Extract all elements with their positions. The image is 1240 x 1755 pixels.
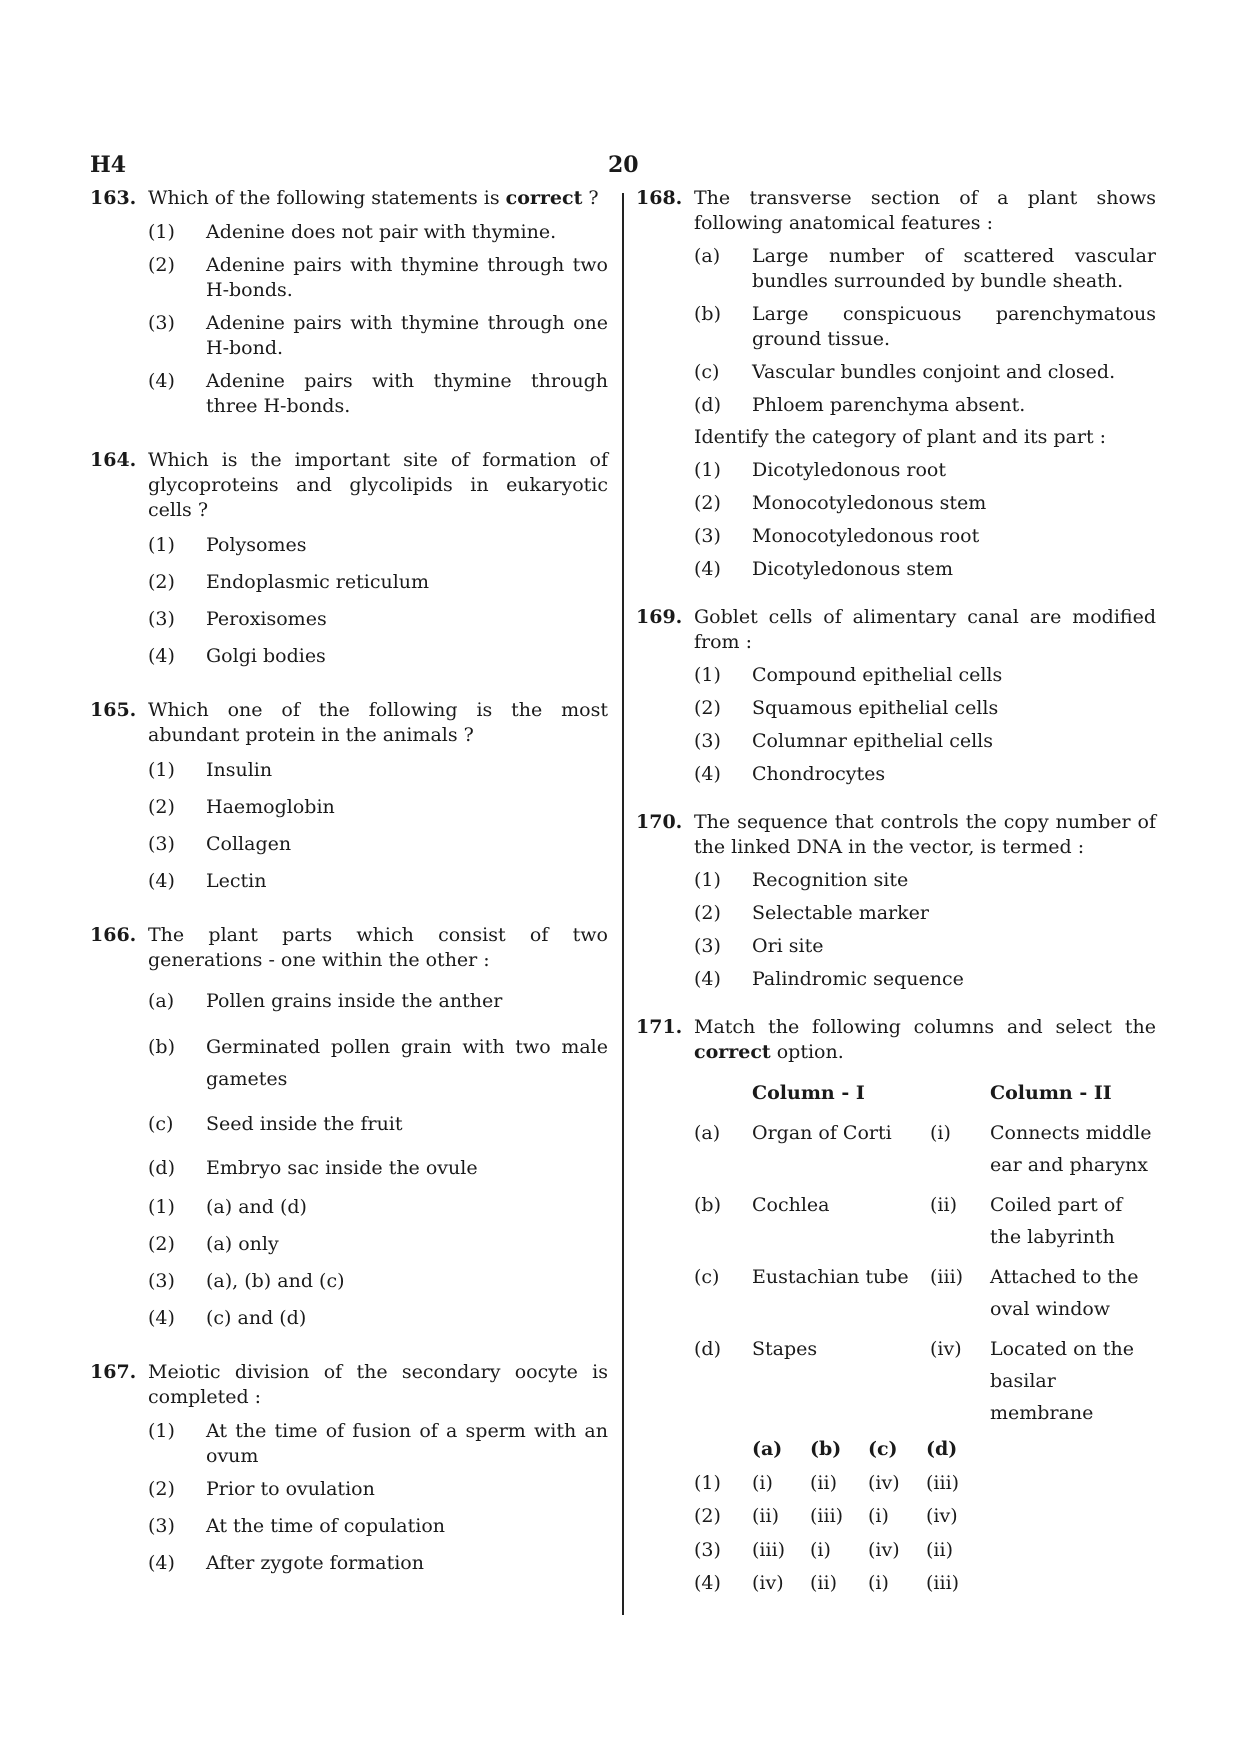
match-row-d: (d) Stapes (iv) Located on the basilar membrane: [694, 1338, 1134, 1424]
question-text: Match the following columns and select the correct option.: [694, 1016, 1156, 1063]
statement-c: (c) Vascular bundles conjoint and closed.: [694, 361, 1116, 383]
option-4: (4) Palindromic sequence: [694, 968, 964, 990]
option-1: (1) At the time of fusion of a sperm with an ovum: [148, 1420, 608, 1467]
statement-c: (c) Seed inside the fruit: [148, 1113, 403, 1135]
question-text: Which one of the following is the most abundant protein in the animals ?: [148, 699, 608, 746]
question-171: [636, 1015, 1156, 1601]
option-1: (1) Dicotyledonous root: [694, 459, 946, 481]
option-4: (4) Dicotyledonous stem: [694, 558, 954, 580]
option-4: (4) Golgi bodies: [148, 645, 326, 667]
question-number: 171.: [636, 1016, 683, 1038]
option-3: (3) (iii) (i) (iv) (ii): [694, 1538, 953, 1561]
option-2: (2) Haemoglobin: [148, 796, 335, 818]
question-number: 165.: [90, 699, 137, 721]
page-number: 20: [608, 152, 639, 178]
question-text: The plant parts which consist of two generations - one within the other :: [148, 924, 608, 971]
statement-d: (d) Phloem parenchyma absent.: [694, 394, 1026, 416]
question-number: 164.: [90, 449, 137, 471]
option-4: (4) (iv) (ii) (i) (iii): [694, 1572, 960, 1594]
match-table-header: [694, 1077, 1156, 1109]
question-166: [90, 923, 608, 1331]
option-1: (1) Compound epithelial cells: [694, 664, 1003, 686]
option-3: (3) Monocotyledonous root: [694, 525, 980, 547]
option-4: (4) Lectin: [148, 870, 267, 892]
option-2: (2) Prior to ovulation: [148, 1478, 375, 1500]
option-3: (3) Columnar epithelial cells: [694, 730, 993, 752]
option-2: (2) (ii) (iii) (i) (iv): [694, 1505, 958, 1527]
option-3: (3) At the time of copulation: [148, 1515, 446, 1537]
option-4: (4) After zygote formation: [148, 1552, 424, 1574]
option-2: (2) Endoplasmic reticulum: [148, 571, 430, 593]
question-167: [90, 1360, 608, 1576]
question-number: 166.: [90, 924, 137, 946]
statement-d: (d) Embryo sac inside the ovule: [148, 1157, 478, 1179]
question-170: [636, 810, 1156, 992]
option-2: (2) Monocotyledonous stem: [694, 492, 987, 514]
match-row-b: (b) Cochlea (ii) Coiled part of the labyrinth: [694, 1194, 1123, 1248]
option-2: (2) Selectable marker: [694, 902, 929, 924]
left-column: [90, 186, 608, 1576]
question-text: The sequence that controls the copy number of the linked DNA in the vector, is termed :: [694, 811, 1156, 858]
statement-a: (a) Large number of scattered vascular bundles surrounded by bundle sheath.: [694, 245, 1156, 292]
match-row-a: (a) Organ of Corti (i) Connects middle ear and pharynx: [694, 1122, 1152, 1176]
option-1: (1) Insulin: [148, 759, 273, 781]
option-3: (3) Adenine pairs with thymine through one H-bond.: [148, 312, 608, 359]
option-1: (1) Polysomes: [148, 534, 307, 556]
statement-b: (b) Large conspicuous parenchymatous ground tissue.: [694, 303, 1156, 350]
option-2: (2) Squamous epithelial cells: [694, 697, 999, 719]
question-text: The transverse section of a plant shows following anatomical features :: [694, 187, 1156, 234]
right-column: [636, 186, 1156, 1601]
question-164: [90, 448, 608, 669]
question-number: 168.: [636, 187, 683, 209]
option-2: (2) (a) only: [148, 1233, 279, 1255]
option-3: (3) Collagen: [148, 833, 292, 855]
option-2: (2) Adenine pairs with thymine through two H-bonds.: [148, 254, 608, 301]
column-2-header: Column - II: [990, 1082, 1112, 1104]
question-text: Goblet cells of alimentary canal are modified from :: [694, 606, 1156, 653]
column-divider: [622, 193, 624, 1615]
question-165: [90, 698, 608, 894]
booklet-code: H4: [90, 152, 127, 178]
statement-a: (a) Pollen grains inside the anther: [148, 990, 503, 1012]
question-text: Which is the important site of formation of glycoproteins and glycolipids in eukaryotic cells ?: [148, 449, 608, 521]
match-row-c: (c) Eustachian tube (iii) Attached to the oval window: [694, 1266, 1139, 1320]
option-4: (4) (c) and (d): [148, 1307, 307, 1329]
question-169: [636, 605, 1156, 787]
question-text: Meiotic division of the secondary oocyte is completed :: [148, 1361, 608, 1408]
question-163: [90, 186, 608, 419]
question-number: 169.: [636, 606, 683, 628]
question-number: 163.: [90, 187, 137, 209]
option-3: (3) Ori site: [694, 935, 824, 957]
option-4: (4) Chondrocytes: [694, 763, 886, 785]
option-1: (1) (i) (ii) (iv) (iii): [694, 1471, 960, 1494]
option-1: (1) Recognition site: [694, 869, 909, 891]
question-text: Which of the following statements is correct ?: [148, 187, 599, 209]
option-3: (3) (a), (b) and (c): [148, 1270, 345, 1292]
option-1: (1) (a) and (d): [148, 1196, 307, 1218]
question-prompt: Identify the category of plant and its part :: [694, 426, 1107, 448]
question-168: [636, 186, 1156, 582]
column-1-header: Column - I: [752, 1082, 865, 1104]
option-4: (4) Adenine pairs with thymine through three H-bonds.: [148, 370, 608, 417]
option-3: (3) Peroxisomes: [148, 608, 327, 630]
answer-table-header: (a) (b) (c) (d): [752, 1438, 958, 1460]
option-1: (1) Adenine does not pair with thymine.: [148, 221, 557, 243]
statement-b: (b) Germinated pollen grain with two male gametes: [148, 1036, 608, 1090]
question-number: 170.: [636, 811, 683, 833]
question-number: 167.: [90, 1361, 137, 1383]
